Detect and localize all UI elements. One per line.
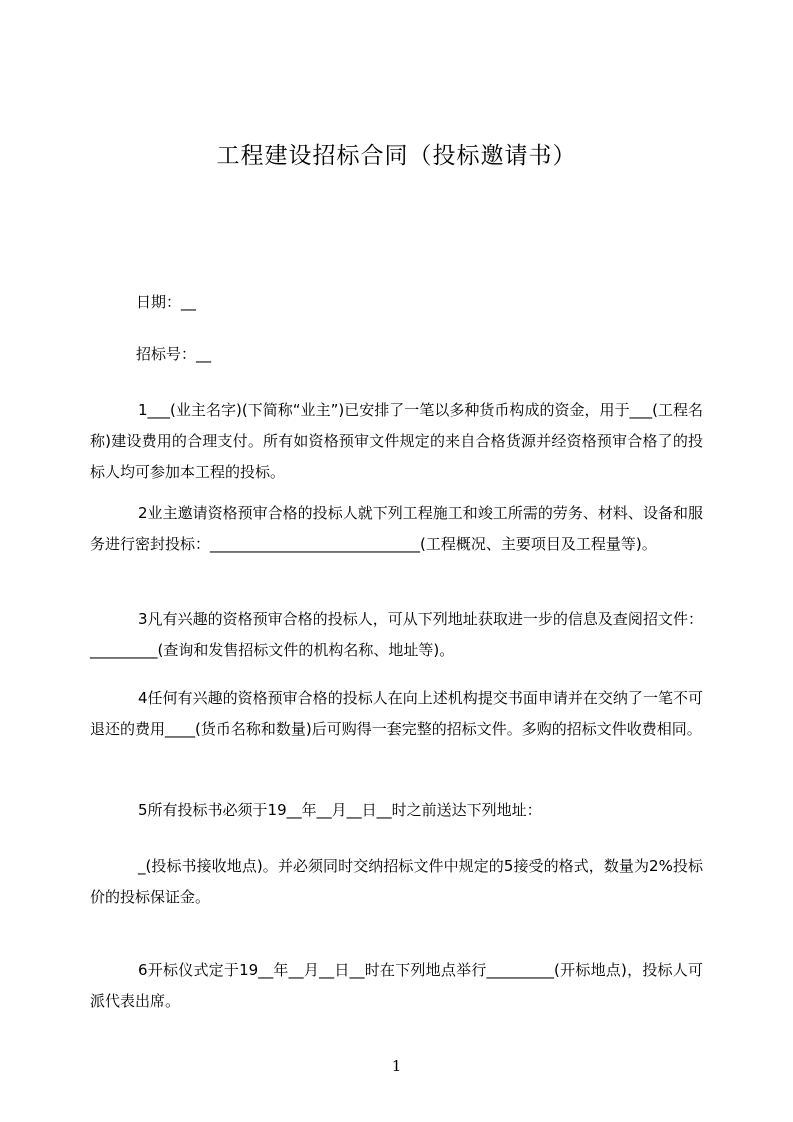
- tender-number-line: 招标号：__: [136, 345, 212, 363]
- page-number: 1: [391, 1057, 402, 1075]
- paragraph-6: 6开标仪式定于19__年__月__日__时在下列地点举行_________(开标地点)，投标人可派代表出席。: [90, 961, 703, 1010]
- paragraph-2: 2业主邀请资格预审合格的投标人就下列工程施工和竣工所需的劳务、材料、设备和服务进行密封投标：____________________________(工程概况、主要项目及工程量等)。: [90, 504, 703, 553]
- date-line: 日期：__: [136, 293, 197, 311]
- paragraph-5-continued: _(投标书接收地点)。并必须同时交纳招标文件中规定的5接受的格式，数量为2%投标价的投标保证金。: [90, 857, 703, 906]
- paragraph-1: 1___(业主名字)(下简称“业主”)已安排了一笔以多种货币构成的资金，用于___(工程名称)建设费用的合理支付。所有如资格预审文件规定的来自合格货源并经资格预审合格了的投标人均可参加本工程的投标。: [90, 401, 703, 481]
- paragraph-3: 3凡有兴趣的资格预审合格的投标人，可从下列地址获取进一步的信息及查阅招文件：_________(查询和发售招标文件的机构名称、地址等)。: [90, 610, 703, 659]
- paragraph-4: 4任何有兴趣的资格预审合格的投标人在向上述机构提交书面申请并在交纳了一笔不可退还的费用____(货币名称和数量)后可购得一套完整的招标文件。多购的招标文件收费相同。: [90, 689, 703, 738]
- paragraph-5: 5所有投标书必须于19__年__月__日__时之前送达下列地址：: [138, 801, 542, 819]
- document-title: 工程建设招标合同（投标邀请书）: [216, 143, 577, 169]
